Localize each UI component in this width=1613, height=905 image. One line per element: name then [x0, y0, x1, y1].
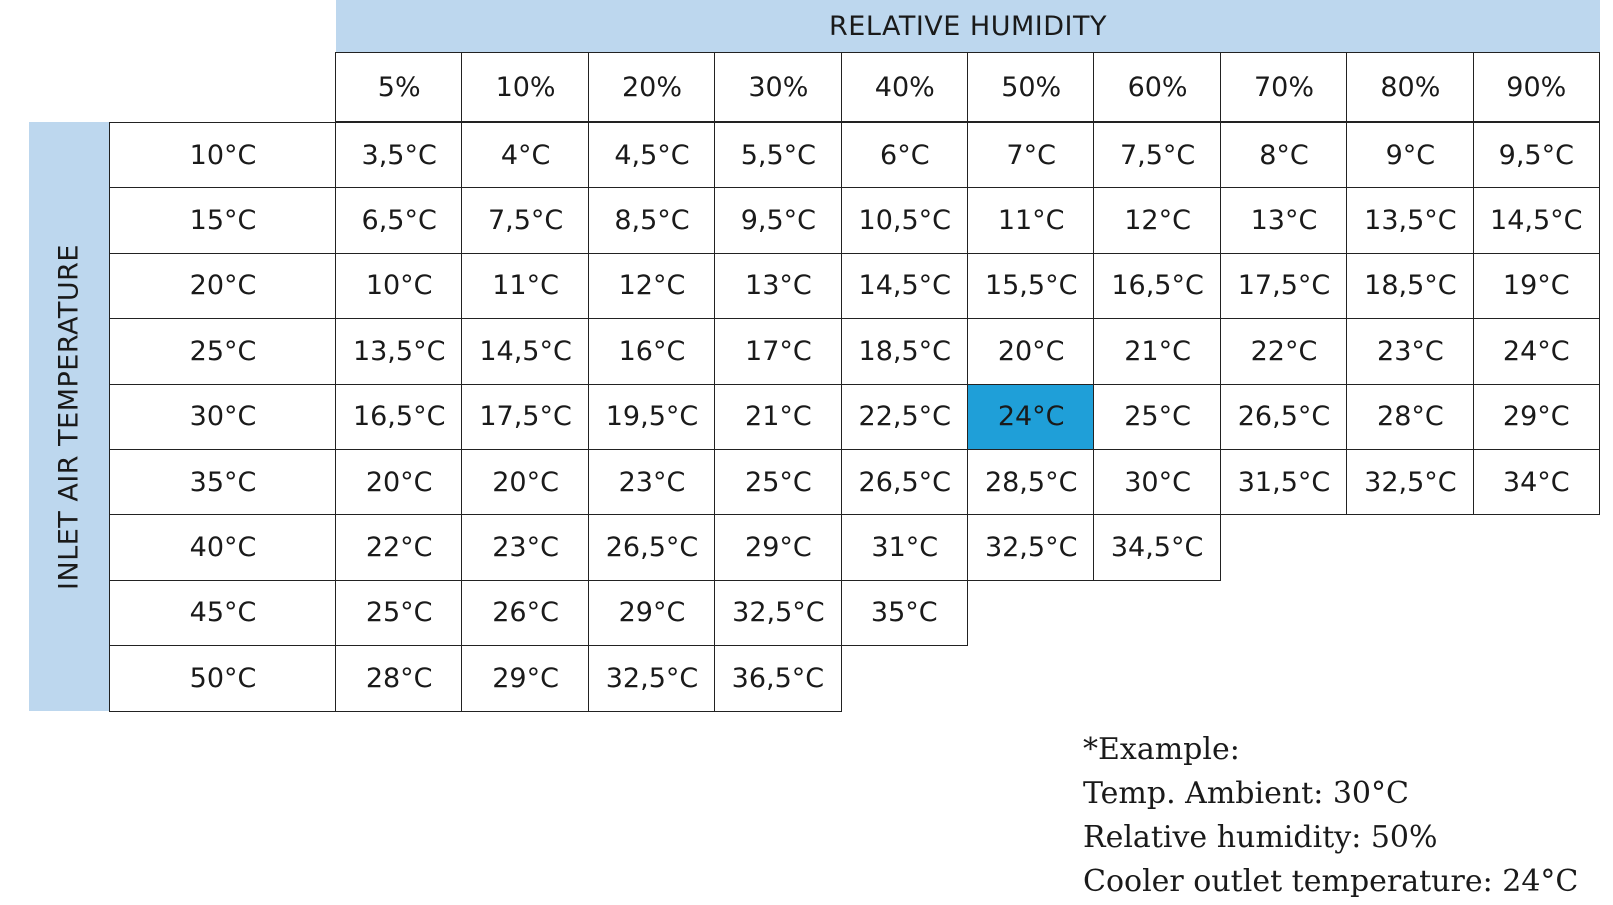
column-header: 90%: [1473, 52, 1600, 122]
example-note-line: *Example:: [1083, 732, 1240, 767]
table-cell: 16,5°C: [335, 384, 462, 450]
table-cell: 8,5°C: [588, 187, 715, 253]
table-cell: 20°C: [335, 449, 462, 515]
table-cell: 23°C: [1346, 318, 1473, 384]
column-header: 5%: [335, 52, 462, 122]
table-cell: 21°C: [1093, 318, 1220, 384]
table-cell: 17,5°C: [1220, 253, 1347, 319]
column-header: 20%: [588, 52, 715, 122]
table-cell: 7°C: [967, 122, 1094, 188]
table-cell: 4°C: [461, 122, 588, 188]
table-cell: 14,5°C: [1473, 187, 1600, 253]
table-cell: 21°C: [714, 384, 841, 450]
table-cell: 23°C: [461, 514, 588, 580]
column-header: 40%: [841, 52, 968, 122]
table-cell: 29°C: [461, 645, 588, 711]
table-cell: 32,5°C: [967, 514, 1094, 580]
table-cell: 11°C: [461, 253, 588, 319]
table-cell: 6°C: [841, 122, 968, 188]
table-cell: 25°C: [1093, 384, 1220, 450]
example-note: [1083, 728, 1578, 904]
table-cell: 22,5°C: [841, 384, 968, 450]
table-cell: 20°C: [461, 449, 588, 515]
column-header: 80%: [1346, 52, 1473, 122]
table-cell: 35°C: [841, 580, 968, 646]
table-cell: 23°C: [588, 449, 715, 515]
table-cell: 12°C: [1093, 187, 1220, 253]
table-cell: 9,5°C: [714, 187, 841, 253]
relative-humidity-title: RELATIVE HUMIDITY: [829, 10, 1107, 42]
table-cell: 18,5°C: [1346, 253, 1473, 319]
table-cell: 13°C: [714, 253, 841, 319]
table-cell: 19°C: [1473, 253, 1600, 319]
table-cell: 17°C: [714, 318, 841, 384]
table-cell: 26,5°C: [1220, 384, 1347, 450]
table-cell: 29°C: [1473, 384, 1600, 450]
table-cell: 36,5°C: [714, 645, 841, 711]
table-cell: 32,5°C: [714, 580, 841, 646]
table-cell: 34,5°C: [1093, 514, 1220, 580]
table-cell: 17,5°C: [461, 384, 588, 450]
table-cell: 26°C: [461, 580, 588, 646]
table-cell: 20°C: [967, 318, 1094, 384]
table-cell: 26,5°C: [588, 514, 715, 580]
table-cell: 9,5°C: [1473, 122, 1600, 188]
inlet-air-temperature-title: INLET AIR TEMPERATURE: [53, 243, 85, 590]
table-cell: 16,5°C: [1093, 253, 1220, 319]
column-header: 30%: [714, 52, 841, 122]
table-cell: 6,5°C: [335, 187, 462, 253]
table-cell: 26,5°C: [841, 449, 968, 515]
table-cell: 19,5°C: [588, 384, 715, 450]
table-cell: 25°C: [714, 449, 841, 515]
table-cell: 29°C: [588, 580, 715, 646]
table-cell: 13,5°C: [1346, 187, 1473, 253]
table-cell: 24°C: [1473, 318, 1600, 384]
table-cell: 10,5°C: [841, 187, 968, 253]
table-cell: 32,5°C: [588, 645, 715, 711]
table-cell: 13°C: [1220, 187, 1347, 253]
row-header: 10°C: [109, 122, 336, 188]
row-header: 50°C: [109, 645, 336, 711]
table-cell: 32,5°C: [1346, 449, 1473, 515]
table-cell: 7,5°C: [461, 187, 588, 253]
example-note-line: Temp. Ambient: 30°C: [1083, 776, 1409, 811]
table-cell: 25°C: [335, 580, 462, 646]
table-cell: 3,5°C: [335, 122, 462, 188]
table-cell: 30°C: [1093, 449, 1220, 515]
row-header: 20°C: [109, 253, 336, 319]
table-cell: 15,5°C: [967, 253, 1094, 319]
row-header: 25°C: [109, 318, 336, 384]
table-cell: 14,5°C: [461, 318, 588, 384]
table-cell: 16°C: [588, 318, 715, 384]
row-header: 40°C: [109, 514, 336, 580]
table-cell: 24°C: [967, 384, 1094, 450]
table-cell: 22°C: [335, 514, 462, 580]
row-header: 15°C: [109, 187, 336, 253]
table-cell: 31°C: [841, 514, 968, 580]
table-cell: 10°C: [335, 253, 462, 319]
row-header: 45°C: [109, 580, 336, 646]
table-cell: 5,5°C: [714, 122, 841, 188]
row-header: 30°C: [109, 384, 336, 450]
table-cell: 28,5°C: [967, 449, 1094, 515]
column-header: 70%: [1220, 52, 1347, 122]
table-cell: 9°C: [1346, 122, 1473, 188]
table-cell: 22°C: [1220, 318, 1347, 384]
table-cell: 29°C: [714, 514, 841, 580]
table-cell: 31,5°C: [1220, 449, 1347, 515]
table-cell: 28°C: [335, 645, 462, 711]
table-cell: 4,5°C: [588, 122, 715, 188]
table-cell: 7,5°C: [1093, 122, 1220, 188]
example-note-line: Cooler outlet temperature: 24°C: [1083, 864, 1579, 899]
table-cell: 8°C: [1220, 122, 1347, 188]
example-note-line: Relative humidity: 50%: [1083, 820, 1438, 855]
column-header: 10%: [461, 52, 588, 122]
table-cell: 28°C: [1346, 384, 1473, 450]
table-cell: 13,5°C: [335, 318, 462, 384]
row-header: 35°C: [109, 449, 336, 515]
table-cell: 12°C: [588, 253, 715, 319]
table-cell: 18,5°C: [841, 318, 968, 384]
column-header: 50%: [967, 52, 1094, 122]
column-header: 60%: [1093, 52, 1220, 122]
table-cell: 11°C: [967, 187, 1094, 253]
table-cell: 14,5°C: [841, 253, 968, 319]
table-cell: 34°C: [1473, 449, 1600, 515]
